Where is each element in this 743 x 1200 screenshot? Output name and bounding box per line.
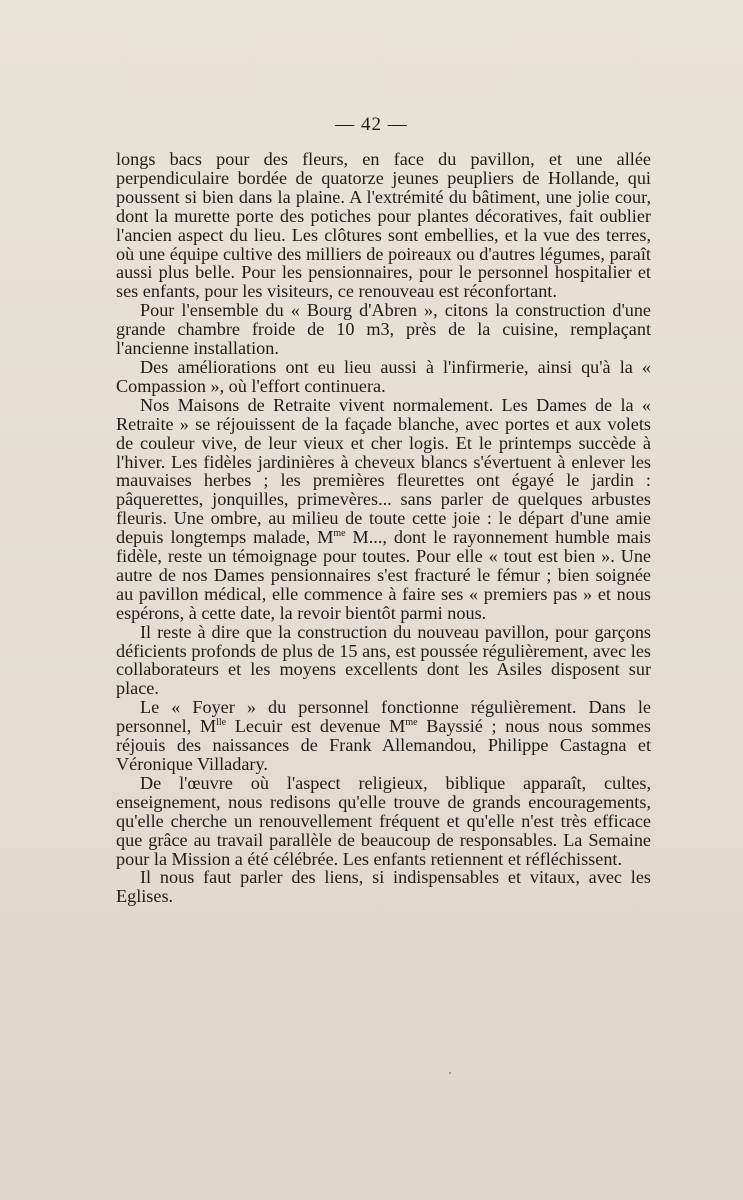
text-run: Lecuir est devenue M bbox=[226, 716, 406, 737]
superscript-abbreviation: me bbox=[405, 717, 418, 729]
body-text bbox=[116, 150, 651, 906]
text-run: Bayssié ; nous nous sommes réjouis des naissances de Frank Allemandou, Philippe Castagna et Véronique Villadary. bbox=[116, 716, 651, 774]
superscript-abbreviation: lle bbox=[216, 717, 227, 729]
paragraph: De l'œuvre où l'aspect religieux, biblique apparaît, cultes, enseignement, nous redisons qu'elle trouve de grands encouragements, qu'elle cherche un renouvellement fréquent et qu'elle n'est très efficace que grâce au travail parallèle de beaucoup de responsables. La Semaine pour la Mission a été célébrée. Les enfants retiennent et réfléchissent. bbox=[116, 772, 651, 869]
paragraph: Des améliorations ont eu lieu aussi à l'infirmerie, ainsi qu'à la « Compassion », où l'effort continuera. bbox=[116, 356, 651, 396]
page-number: — 42 — bbox=[335, 114, 408, 135]
paragraph bbox=[116, 396, 651, 623]
paper-speck bbox=[449, 1072, 451, 1074]
paragraph bbox=[116, 698, 651, 774]
superscript-abbreviation: me bbox=[333, 528, 346, 540]
text-run: M..., dont le rayonnement humble mais fidèle, reste un témoignage pour toutes. Pour elle « tout est bien ». Une autre de nos Dames pensionnaires s'est fracturé le fémur ; bien soignée au pavillon médical, elle commence à faire ses « premiers pas » et nous espérons, à cette date, la revoir bientôt parmi nous. bbox=[116, 527, 651, 623]
text-run: Le « Foyer » du personnel fonctionne régulièrement. Dans le personnel, M bbox=[116, 697, 651, 737]
text-run: Nos Maisons de Retraite vivent normalement. Les Dames de la « Retraite » se réjouissent de la façade blanche, avec portes et aux volets de couleur vive, de leur vieux et cher logis. Et le printemps succède à l'hiver. Les fidèles jardinières à cheveux blancs s'évertuent à enlever les mauvaises herbes ; les premières fleurettes ont égayé le jardin : pâquerettes, jonquilles, primevères... sans parler de quelques arbustes fleuris. Une ombre, au milieu de toute cette joie : le départ d'une amie depuis longtemps malade, M bbox=[116, 394, 651, 548]
paragraph: Il reste à dire que la construction du nouveau pavillon, pour garçons déficients profonds de plus de 15 ans, est poussée régulièrement, avec les collaborateurs et les moyens excellents dont les Asiles disposent sur place. bbox=[116, 621, 651, 699]
paragraph: longs bacs pour des fleurs, en face du pavillon, et une allée perpendiculaire bordée de quatorze jeunes peupliers de Hollande, qui poussent si bien dans la plaine. A l'extrémité du bâtiment, une jolie cour, dont la murette porte des potiches pour plantes décoratives, fait oublier l'ancien aspect du lieu. Les clôtures sont embellies, et la vue des terres, où une équipe cultive des milliers de poireaux ou d'autres légumes, paraît aussi plus belle. Pour les pensionnaires, pour le personnel hospitalier et ses enfants, pour les visiteurs, ce renouveau est réconfortant. bbox=[116, 149, 651, 302]
paragraph: Pour l'ensemble du « Bourg d'Abren », citons la construction d'une grande chambre froide de 10 m3, près de la cuisine, remplaçant l'ancienne installation. bbox=[116, 300, 651, 359]
paragraph: Il nous faut parler des liens, si indispensables et vitaux, avec les Eglises. bbox=[116, 867, 651, 907]
